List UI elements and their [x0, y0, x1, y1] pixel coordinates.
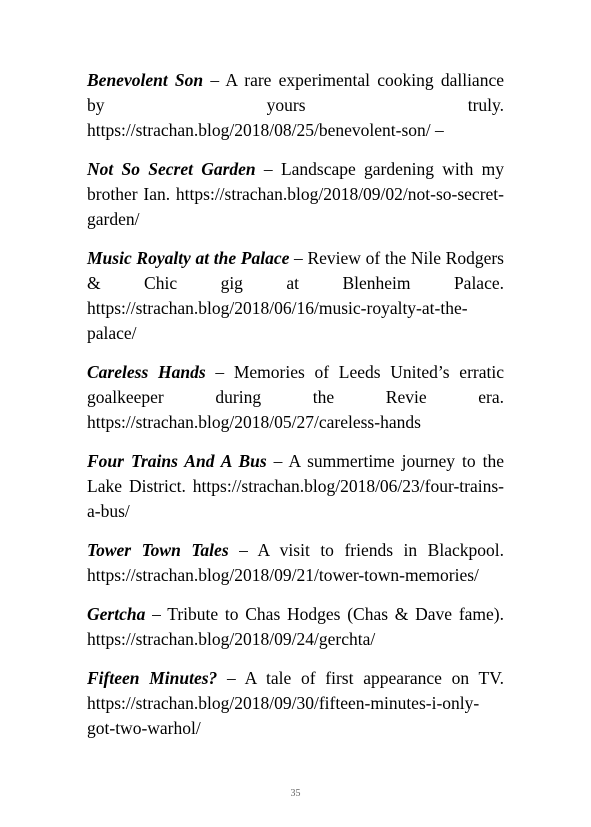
entry-description: Memories of Leeds United’s erratic goalkeeper during the Revie era.	[87, 362, 504, 407]
entry-separator: –	[255, 159, 281, 179]
entry-not-so-secret-garden	[87, 157, 504, 232]
entry-url[interactable]: https://strachan.blog/2018/08/25/benevolent-son/ –	[87, 120, 444, 140]
entry-title: Not So Secret Garden	[87, 159, 256, 179]
entry-description: Tribute to Chas Hodges (Chas & Dave fame).	[167, 604, 505, 624]
entry-separator: –	[266, 451, 289, 471]
entry-url[interactable]: https://strachan.blog/2018/05/27/careless-hands	[87, 412, 421, 432]
entry-gertcha	[87, 602, 504, 652]
entry-fifteen-minutes	[87, 666, 504, 741]
entry-title: Music Royalty at the Palace	[87, 248, 290, 268]
entry-careless-hands	[87, 360, 504, 435]
entry-four-trains	[87, 449, 504, 524]
entry-separator: –	[228, 540, 258, 560]
entry-url[interactable]: https://strachan.blog/2018/09/02/not-so-secret-garden/	[87, 184, 504, 229]
entry-url[interactable]: https://strachan.blog/2018/09/21/tower-town-memories/	[87, 565, 479, 585]
entry-title: Careless Hands	[87, 362, 206, 382]
entry-title: Tower Town Tales	[87, 540, 229, 560]
entry-description: A rare experimental cooking dalliance by yours truly.	[87, 70, 504, 115]
entry-separator: –	[217, 668, 245, 688]
entry-url[interactable]: https://strachan.blog/2018/09/24/gerchta/	[87, 629, 376, 649]
entry-title: Four Trains And A Bus	[87, 451, 267, 471]
entry-separator: –	[145, 604, 168, 624]
entry-separator: –	[289, 248, 308, 268]
entry-description: A visit to friends in Blackpool.	[257, 540, 504, 560]
entry-description: Review of the Nile Rodgers & Chic gig at Blenheim Palace.	[87, 248, 504, 293]
entry-url[interactable]: https://strachan.blog/2018/06/23/four-trains-a-bus/	[87, 476, 504, 521]
entry-separator: –	[205, 362, 234, 382]
entry-title: Gertcha	[87, 604, 146, 624]
entry-url[interactable]: https://strachan.blog/2018/09/30/fifteen-minutes-i-only-got-two-warhol/	[87, 693, 480, 738]
page-number: 35	[290, 788, 301, 799]
entry-title: Benevolent Son	[87, 70, 204, 90]
entry-url[interactable]: https://strachan.blog/2018/06/16/music-royalty-at-the-palace/	[87, 298, 468, 343]
entry-benevolent-son	[87, 68, 504, 143]
entry-description: Landscape gardening with my brother Ian.	[87, 159, 505, 204]
entry-separator: –	[203, 70, 226, 90]
entry-description: A summertime journey to the Lake District.	[87, 451, 504, 496]
entry-tower-town-tales	[87, 538, 504, 588]
document-page	[87, 68, 504, 755]
entry-title: Fifteen Minutes?	[87, 668, 218, 688]
entry-music-royalty	[87, 246, 504, 346]
entry-description: A tale of first appearance on TV.	[244, 668, 504, 688]
